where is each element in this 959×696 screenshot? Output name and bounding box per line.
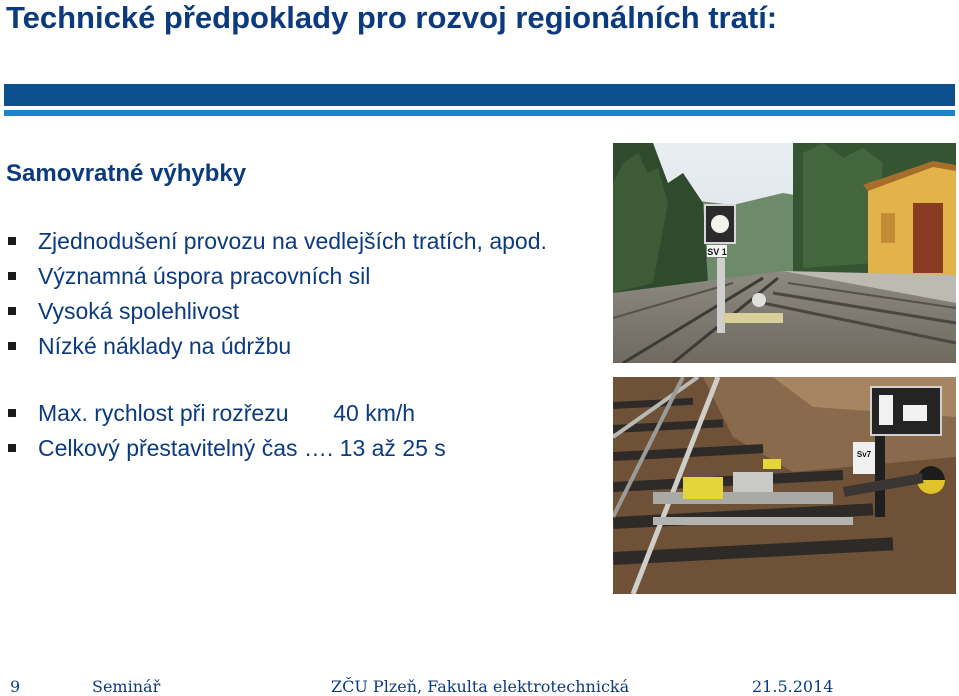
bullet-item: Vysoká spolehlivost	[8, 294, 547, 329]
square-bullet-icon	[8, 409, 16, 417]
section-heading: Samovratné výhybky	[6, 160, 247, 187]
footer-date: 21.5.2014	[752, 677, 834, 696]
switch-label-text: Sv7	[856, 450, 872, 459]
footer-institution: ZČU Plzeň, Fakulta elektrotechnická	[331, 677, 630, 696]
header-bar	[4, 84, 955, 106]
square-bullet-icon	[8, 307, 16, 315]
square-bullet-icon	[8, 342, 16, 350]
photo-station-signal	[613, 143, 956, 363]
square-bullet-icon	[8, 272, 16, 280]
bullet-item: Významná úspora pracovních sil	[8, 259, 547, 294]
slide-title: Technické předpoklady pro rozvoj regionálních tratí:	[6, 0, 778, 35]
square-bullet-icon	[8, 237, 16, 245]
bullet-list-features	[8, 224, 547, 364]
photo-switch-mechanism	[613, 377, 956, 594]
page-number: 9	[10, 677, 21, 696]
header-accent-bar	[4, 110, 955, 116]
bullet-item: Max. rychlost při rozřezu 40 km/h	[8, 396, 446, 431]
bullet-item: Zjednodušení provozu na vedlejších tratích, apod.	[8, 224, 547, 259]
bullet-item: Nízké náklady na údržbu	[8, 329, 547, 364]
bullet-item: Celkový přestavitelný čas …. 13 až 25 s	[8, 431, 446, 466]
switch-mechanism-illustration	[613, 377, 956, 594]
bullet-list-specs	[8, 396, 446, 466]
footer-seminar: Seminář	[92, 677, 161, 696]
signal-label-text: SV 1	[707, 247, 727, 257]
square-bullet-icon	[8, 444, 16, 452]
station-signal-illustration	[613, 143, 956, 363]
